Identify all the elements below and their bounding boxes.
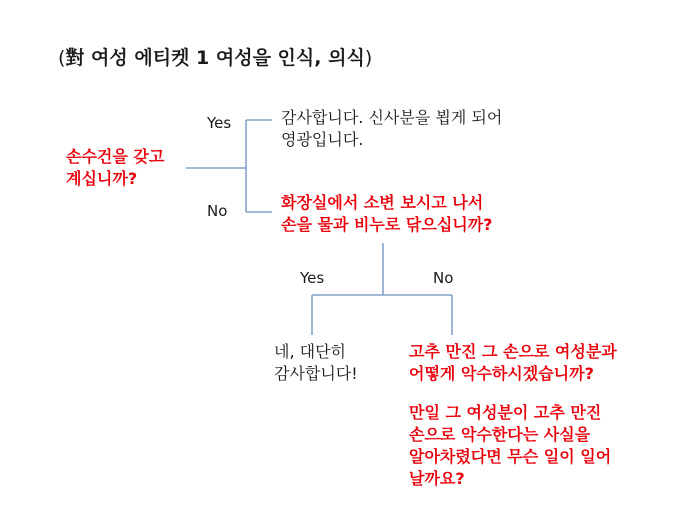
- followup-line-4: 날까요?: [409, 469, 465, 488]
- page-title: [58, 43, 372, 70]
- fork2-yes-label: Yes: [300, 269, 325, 287]
- fork1-no-question-line-2: 손을 물과 비누로 닦으십니까?: [281, 215, 493, 234]
- root-question-line-2: 계십니까?: [66, 169, 138, 188]
- root-question-line-1: 손수건을 갖고: [66, 147, 165, 166]
- fork2-no-question-line-1: 고추 만진 그 손으로 여성분과: [409, 342, 617, 361]
- fork1-no-question: [281, 192, 492, 236]
- root-question: [66, 146, 164, 190]
- followup-line-2: 손으로 악수한다는 사실을: [409, 425, 591, 444]
- followup-line-1: 만일 그 여성분이 고추 만진: [409, 403, 602, 422]
- fork1-yes-answer: [281, 107, 502, 151]
- fork2-yes-answer: [274, 341, 358, 385]
- fork1-yes-answer-line-1: 감사합니다. 신사분을 뵙게 되어: [281, 108, 503, 127]
- fork2-no-label: No: [433, 269, 454, 287]
- title-open-paren: (: [58, 47, 66, 69]
- fork2-no-question: [409, 341, 617, 385]
- fork1-yes-label: Yes: [207, 114, 232, 132]
- title-text: 對 여성 에티켓 1 여성을 인식, 의식: [65, 47, 365, 69]
- title-close-paren: ): [364, 47, 373, 69]
- fork2-yes-answer-line-2: 감사합니다!: [274, 364, 358, 383]
- fork1-no-question-line-1: 화장실에서 소변 보시고 나서: [281, 193, 484, 212]
- followup-question: [409, 402, 611, 490]
- fork1-yes-answer-line-2: 영광입니다.: [281, 130, 364, 149]
- fork2-no-question-line-2: 어떻게 악수하시겠습니까?: [409, 364, 594, 383]
- fork1-no-label: No: [207, 202, 228, 220]
- followup-line-3: 알아차렸다면 무슨 일이 일어: [409, 447, 612, 466]
- fork2-yes-answer-line-1: 네, 대단히: [274, 342, 346, 361]
